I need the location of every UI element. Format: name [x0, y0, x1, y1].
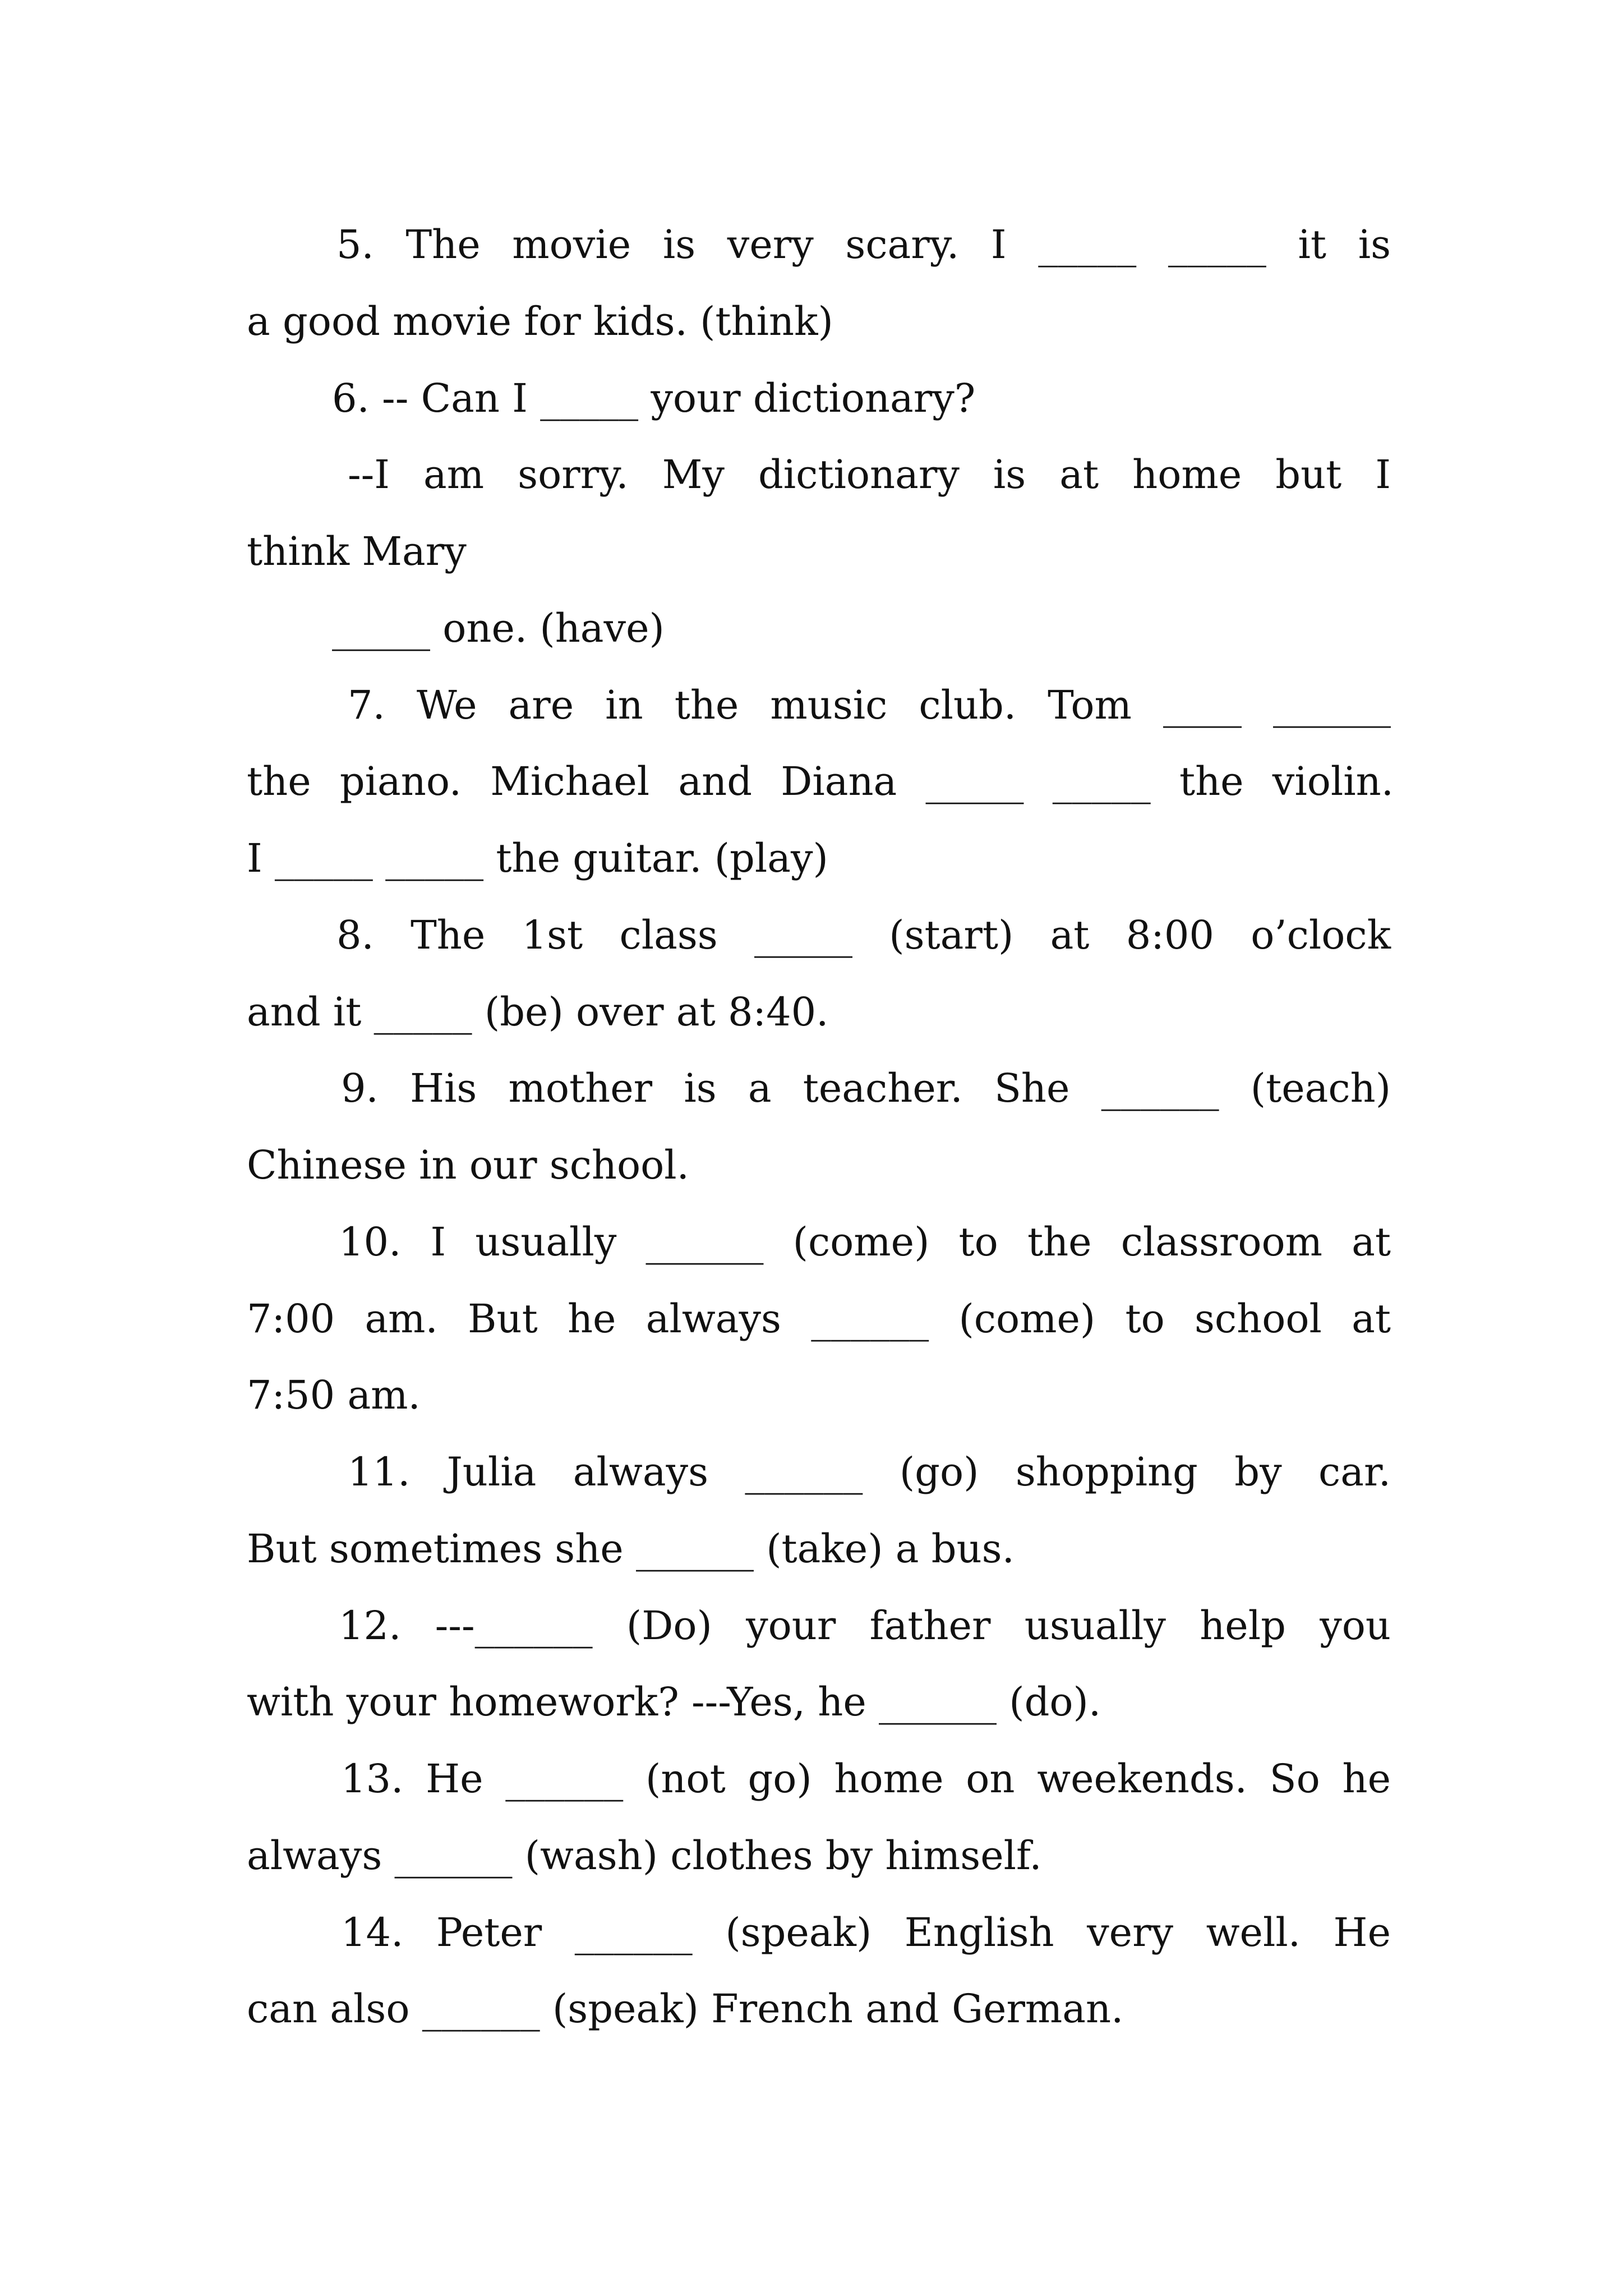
text-line: 10. I usually ______ (come) to the classroom at [339, 1219, 1391, 1265]
text-line: always ______ (wash) clothes by himself. [247, 1833, 1042, 1879]
text-line: 14. Peter ______ (speak) English very well. He [341, 1910, 1391, 1955]
text-line: and it _____ (be) over at 8:40. [247, 989, 829, 1035]
text-line: _____ one. (have) [332, 605, 665, 651]
text-line: 11. Julia always ______ (go) shopping by car. [348, 1449, 1391, 1495]
text-line: with your homework? ---Yes, he ______ (do). [247, 1679, 1101, 1725]
text-line: 6. -- Can I _____ your dictionary? [332, 375, 976, 421]
text-line: Chinese in our school. [247, 1142, 689, 1188]
text-line: --I am sorry. My dictionary is at home but I [348, 452, 1391, 498]
text-line: I _____ _____ the guitar. (play) [247, 835, 828, 881]
text-line: 7:00 am. But he always ______ (come) to school at [247, 1296, 1391, 1342]
text-line: 12. ---______ (Do) your father usually help you [339, 1603, 1391, 1649]
text-line: the piano. Michael and Diana _____ _____ the violin. [247, 758, 1394, 804]
text-line: 9. His mother is a teacher. She ______ (teach) [341, 1065, 1391, 1111]
text-line: 8. The 1st class _____ (start) at 8:00 o’clock [336, 912, 1391, 958]
text-line: 7. We are in the music club. Tom ____ ______ [348, 682, 1391, 728]
text-line: think Mary [247, 528, 467, 574]
text-line: But sometimes she ______ (take) a bus. [247, 1526, 1015, 1572]
text-line: 5. The movie is very scary. I _____ _____ it is [336, 222, 1391, 268]
text-line: 13. He ______ (not go) home on weekends. So he [341, 1756, 1391, 1802]
text-line: can also ______ (speak) French and German. [247, 1986, 1124, 2032]
text-line: 7:50 am. [247, 1372, 421, 1418]
text-line: a good movie for kids. (think) [247, 298, 833, 344]
